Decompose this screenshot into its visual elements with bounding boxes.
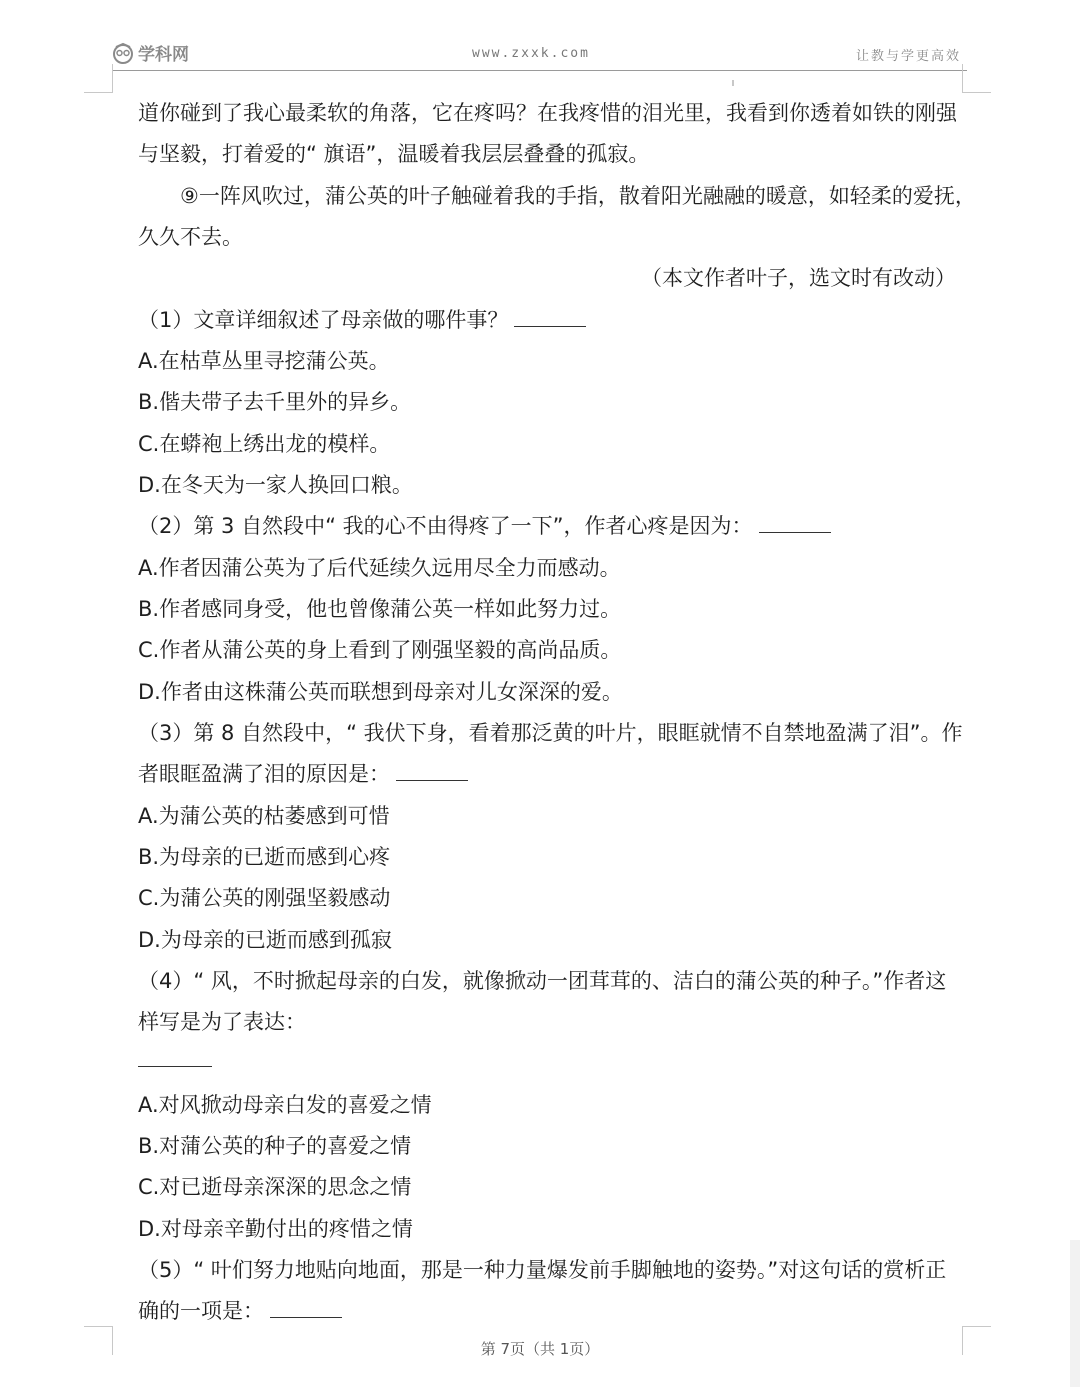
text-line: ⑨一阵风吹过，蒲公英的叶子触碰着我的手指，散着阳光融融的暖意，如轻柔的爱抚， [180, 184, 976, 208]
answer-blank[interactable] [759, 514, 831, 533]
text-line: 久久不去。 [138, 225, 243, 249]
site-url: www.zxxk.com [472, 46, 590, 61]
answer-blank[interactable] [270, 1299, 342, 1318]
question-3-cont: 者眼眶盈满了泪的原因是： [138, 761, 468, 787]
option-line: C.对已逝母亲深深的思念之情 [138, 1175, 412, 1199]
option-line: D.在冬天为一家人换回口粮。 [138, 473, 413, 497]
option-line: D.作者由这株蒲公英而联想到母亲对儿女深深的爱。 [138, 680, 623, 704]
option-line: C.为蒲公英的刚强坚毅感动 [138, 886, 391, 910]
answer-blank[interactable] [138, 1048, 212, 1067]
option-line: A.为蒲公英的枯萎感到可惜 [138, 804, 390, 828]
option-line: C.在蟒袍上绣出龙的模样。 [138, 432, 391, 456]
option-line: C.作者从蒲公英的身上看到了刚强坚毅的高尚品质。 [138, 638, 622, 662]
option-line: B.偕夫带子去千里外的异乡。 [138, 390, 412, 414]
logo-text: 学科网 [138, 45, 189, 65]
crop-mark-top-left [84, 64, 113, 93]
option-line: D.对母亲辛勤付出的疼惜之情 [138, 1217, 413, 1241]
option-line: B.作者感同身受，他也曾像蒲公英一样如此努力过。 [138, 597, 622, 621]
site-logo [112, 40, 189, 65]
binding-mark [732, 80, 734, 86]
scroll-edge [1070, 1240, 1080, 1387]
text-line: 与坚毅，打着爱的“ 旗语”，温暖着我层层叠叠的孤寂。 [138, 142, 650, 166]
page-header [112, 38, 967, 71]
question-5-cont: 确的一项是： [138, 1298, 342, 1324]
answer-blank[interactable] [514, 308, 586, 327]
question-3: （3）第 8 自然段中，“ 我伏下身，看着那泛黄的叶片，眼眶就情不自禁地盈满了泪”。作 [138, 721, 963, 745]
text-line: 道你碰到了我心最柔软的角落，它在疼吗？在我疼惜的泪光里，我看到你透着如铁的刚强 [138, 101, 957, 125]
question-5: （5）“ 叶们努力地贴向地面，那是一种力量爆发前手脚触地的姿势。”对这句话的赏析正 [138, 1258, 947, 1282]
source-note: （本文作者叶子，选文时有改动） [641, 266, 956, 290]
question-4: （4）“ 风，不时掀起母亲的白发，就像掀动一团茸茸的、洁白的蒲公英的种子。”作者这 [138, 969, 947, 993]
option-line: A.对风掀动母亲白发的喜爱之情 [138, 1093, 432, 1117]
logo-owl-icon [112, 42, 134, 64]
question-1: （1）文章详细叙述了母亲做的哪件事？ [138, 307, 586, 333]
header-slogan: 让教与学更高效 [855, 49, 961, 64]
option-line: A.作者因蒲公英为了后代延续久远用尽全力而感动。 [138, 556, 621, 580]
answer-blank-line [138, 1047, 212, 1073]
answer-blank[interactable] [396, 762, 468, 781]
crop-mark-top-right [962, 64, 991, 93]
option-line: B.为母亲的已逝而感到心疼 [138, 845, 391, 869]
page-footer: 第 7页（共 1页） [480, 1340, 600, 1358]
option-line: B.对蒲公英的种子的喜爱之情 [138, 1134, 412, 1158]
option-line: A.在枯草丛里寻挖蒲公英。 [138, 349, 390, 373]
option-line: D.为母亲的已逝而感到孤寂 [138, 928, 392, 952]
question-2: （2）第 3 自然段中“ 我的心不由得疼了一下”，作者心疼是因为： [138, 513, 831, 539]
question-4-cont: 样写是为了表达： [138, 1010, 306, 1034]
